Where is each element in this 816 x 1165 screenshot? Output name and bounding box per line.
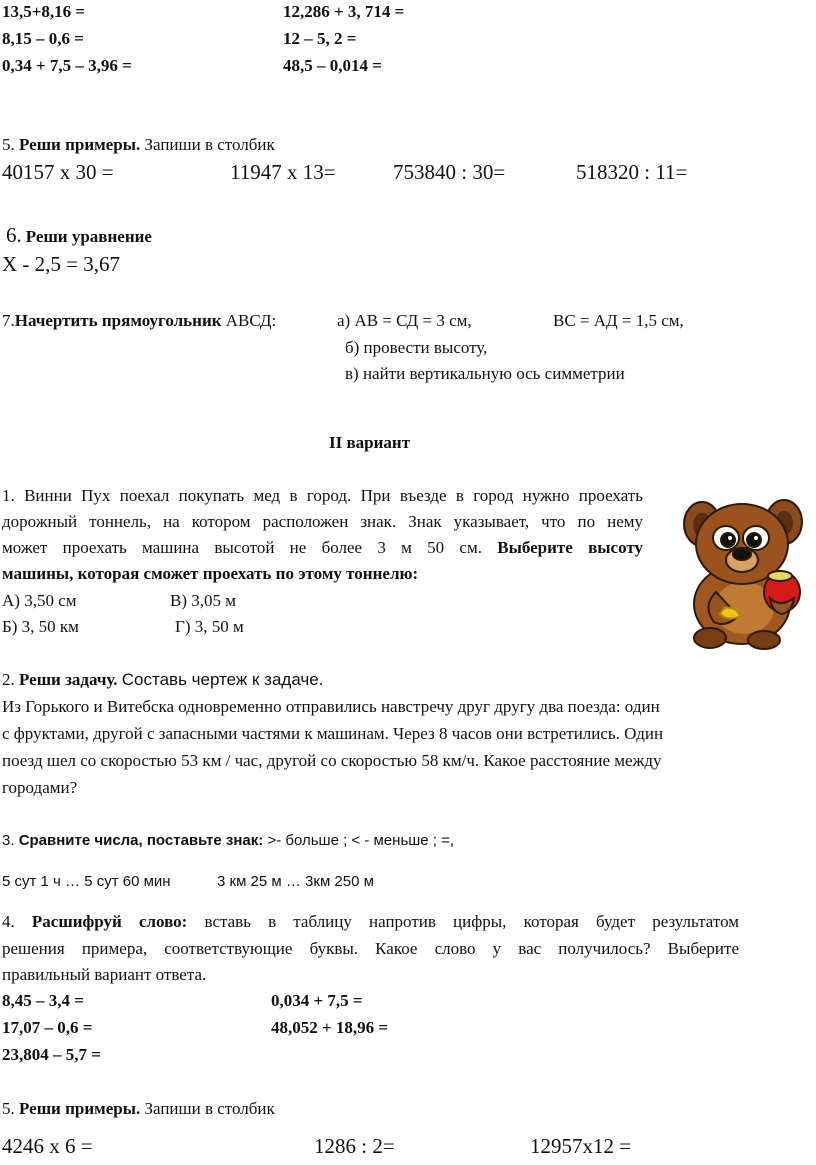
task7-heading: 7.Начертить прямоугольник АВСД: — [2, 311, 277, 330]
example-r3a: 0,34 + 7,5 – 3,96 = — [2, 56, 132, 75]
v1-option-d: Г) 3, 50 м — [175, 617, 244, 636]
v4-line-1: 4. Расшифруй слово: вставь в таблицу напротив цифры, которая будет результатом — [2, 912, 740, 931]
task7-item-b: б) провести высоту, — [345, 338, 488, 357]
task5-example-3: 753840 : 30= — [393, 160, 506, 184]
winnie-the-pooh-icon — [680, 488, 808, 650]
task7-item-a: а) АВ = СД = 3 см, — [337, 311, 472, 330]
variant-heading: II вариант — [329, 433, 411, 452]
v4-line-3: правильный вариант ответа. — [2, 965, 207, 984]
task5-heading: 5. Реши примеры. Запиши в столбик — [2, 135, 275, 154]
v3-compare-1: 5 сут 1 ч … 5 сут 60 мин — [2, 873, 171, 890]
example-r1a: 13,5+8,16 = — [2, 2, 86, 21]
example-r3b: 48,5 – 0,014 = — [283, 56, 382, 75]
v1-line-1: 1. Винни Пух поехал покупать мед в город. При въезде в город нужно проехать — [2, 486, 643, 505]
v4-example-3: 17,07 – 0,6 = — [2, 1018, 93, 1037]
v1-line-3: может проехать машина высотой не более 3 м 50 см. Выберите высоту — [2, 538, 643, 557]
v2-heading: 2. Реши задачу. Составь чертеж к задаче. — [2, 670, 324, 689]
v2-line-1: Из Горького и Витебска одновременно отправились навстречу друг другу два поезда: один — [2, 697, 660, 716]
task7-item-a2: ВС = АД = 1,5 см, — [553, 311, 684, 330]
task6-heading: 6. Реши уравнение — [6, 223, 152, 247]
example-r1b: 12,286 + 3, 714 = — [283, 2, 405, 21]
task6-equation: Х - 2,5 = 3,67 — [2, 252, 121, 276]
v1-option-b: В) 3,05 м — [170, 591, 237, 610]
v5-heading: 5. Реши примеры. Запиши в столбик — [2, 1099, 275, 1118]
v4-example-2: 0,034 + 7,5 = — [271, 991, 363, 1010]
v4-line-2: решения примера, соответствующие буквы. Какое слово у вас получилось? Выберите — [2, 939, 739, 958]
v4-example-1: 8,45 – 3,4 = — [2, 991, 84, 1010]
v5-example-2: 1286 : 2= — [314, 1134, 395, 1158]
v5-example-3: 12957х12 = — [530, 1134, 632, 1158]
v1-line-2: дорожный тоннель, на котором расположен знак. Знак указывает, что по нему — [2, 512, 643, 531]
example-r2b: 12 – 5, 2 = — [283, 29, 357, 48]
v3-heading: 3. Сравните числа, поставьте знак: >- больше ; < - меньше ; =, — [2, 832, 455, 849]
v1-line-4: машины, которая сможет проехать по этому тоннелю: — [2, 564, 419, 583]
v5-example-1: 4246 х 6 = — [2, 1134, 93, 1158]
v2-line-2: с фруктами, другой с запасными частями к машинам. Через 8 часов они встретились. Один — [2, 724, 664, 743]
example-r2a: 8,15 – 0,6 = — [2, 29, 84, 48]
task5-example-2: 11947 х 13= — [230, 160, 336, 184]
v4-example-4: 48,052 + 18,96 = — [271, 1018, 389, 1037]
v1-option-c: Б) 3, 50 км — [2, 617, 79, 636]
v2-line-3: поезд шел со скоростью 53 км / час, другой со скоростью 58 км/ч. Какое расстояние между — [2, 751, 662, 770]
task5-example-4: 518320 : 11= — [576, 160, 688, 184]
v4-example-5: 23,804 – 5,7 = — [2, 1045, 101, 1064]
v2-line-4: городами? — [2, 778, 78, 797]
task7-item-c: в) найти вертикальную ось симметрии — [345, 364, 625, 383]
v1-option-a: А) 3,50 см — [2, 591, 77, 610]
v3-compare-2: 3 км 25 м … 3км 250 м — [217, 873, 374, 890]
task5-example-1: 40157 х 30 = — [2, 160, 114, 184]
